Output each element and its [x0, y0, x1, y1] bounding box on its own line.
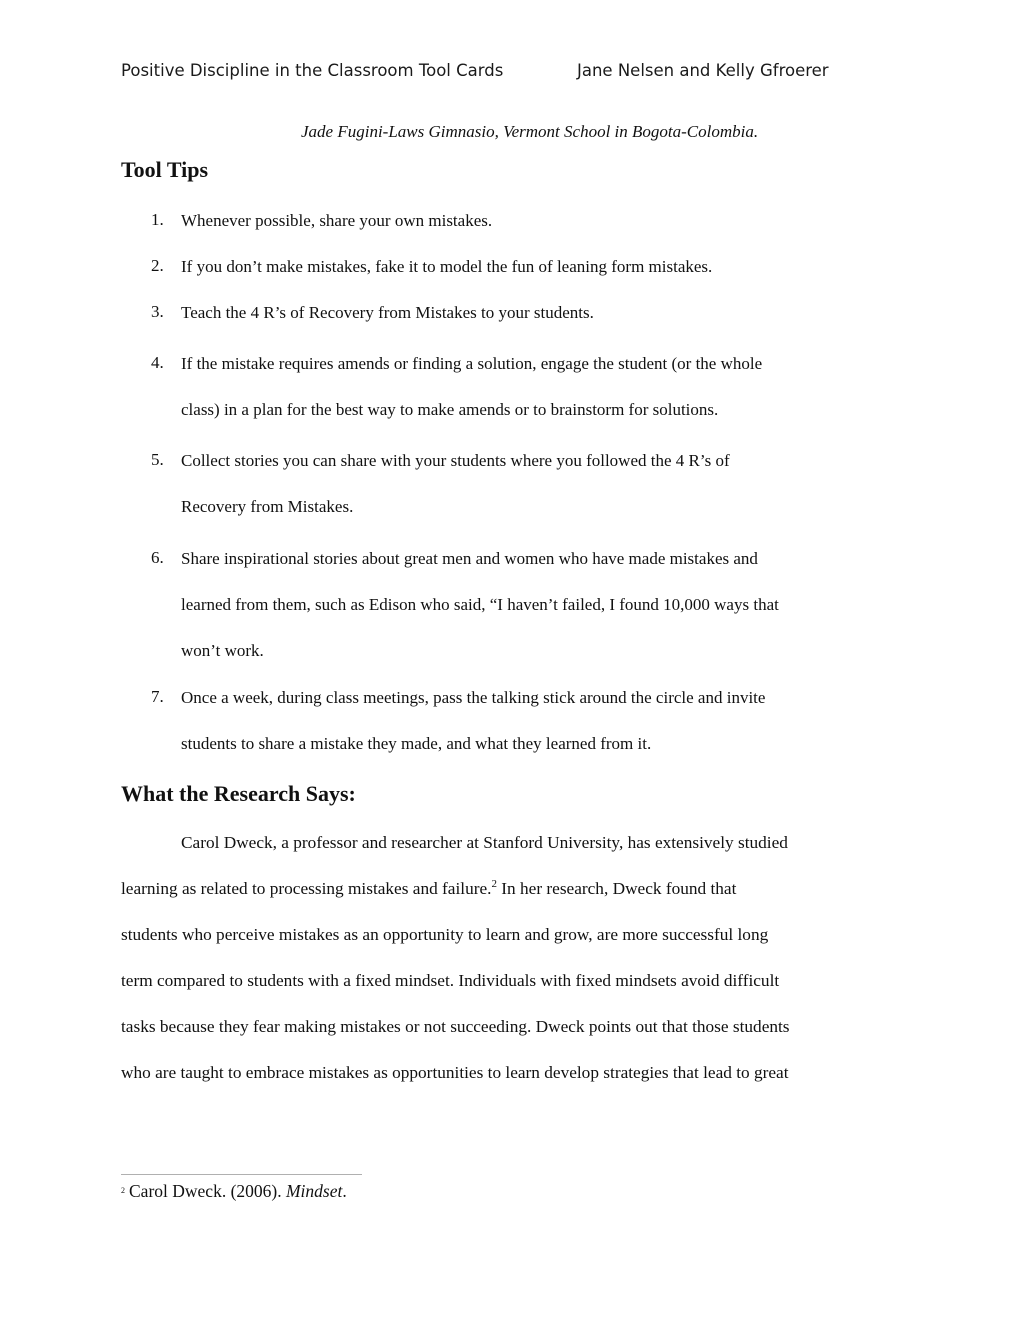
paragraph-line: term compared to students with a fixed mindset. Individuals with fixed mindsets avoid difficult: [121, 971, 780, 990]
paragraph-text: In her research, Dweck found that: [496, 879, 737, 898]
tool-tip-line: Recovery from Mistakes.: [181, 497, 354, 516]
footnote: [121, 1181, 347, 1202]
footnote-mark: 2: [121, 1186, 125, 1195]
paragraph-line: tasks because they fear making mistakes or not succeeding. Dweck points out that those students: [121, 1017, 790, 1036]
tool-tip-line: Teach the 4 R’s of Recovery from Mistakes to your students.: [181, 303, 594, 322]
tool-tip-text: [181, 256, 901, 290]
tool-tip-text: [181, 548, 901, 674]
tool-tip-text: [181, 353, 901, 433]
tool-tip-number: 2.: [151, 256, 164, 275]
footnote-title: Mindset: [285, 1181, 343, 1201]
tool-tip-line: students to share a mistake they made, and what they learned from it.: [181, 734, 652, 753]
tool-tip-line: Collect stories you can share with your students where you followed the 4 R’s of: [181, 451, 730, 470]
tool-tip-line: If you don’t make mistakes, fake it to model the fun of leaning form mistakes.: [181, 257, 713, 276]
tool-tip-number: 1.: [151, 210, 164, 229]
tool-tips-heading: Tool Tips: [121, 157, 209, 182]
header-authors: Jane Nelsen and Kelly Gfroerer: [577, 61, 829, 80]
footnote-reference: 2: [491, 878, 497, 890]
paragraph-line: [121, 879, 736, 899]
tool-tip-text: [181, 687, 901, 767]
tool-tip-text: [181, 450, 901, 530]
tool-tip-number: 6.: [151, 548, 164, 567]
tool-tip-line: learned from them, such as Edison who said, “I haven’t failed, I found 10,000 ways that: [181, 595, 779, 614]
tool-tip-text: [181, 210, 901, 244]
paragraph-line: students who perceive mistakes as an opportunity to learn and grow, are more successful long: [121, 925, 769, 944]
tool-tip-number: 3.: [151, 302, 164, 321]
tool-tip-line: Share inspirational stories about great men and women who have made mistakes and: [181, 549, 758, 568]
footnote-text: Carol Dweck. (2006).: [129, 1181, 286, 1201]
research-heading: What the Research Says:: [121, 781, 356, 806]
paragraph-text: learning as related to processing mistakes and failure.: [121, 879, 492, 898]
tool-tip-number: 4.: [151, 353, 164, 372]
header-title: Positive Discipline in the Classroom Tool Cards: [121, 61, 504, 80]
paragraph-line: who are taught to embrace mistakes as opportunities to learn develop strategies that lead to great: [121, 1063, 789, 1082]
tool-tip-line: Once a week, during class meetings, pass the talking stick around the circle and invite: [181, 688, 766, 707]
tool-tip-number: 7.: [151, 687, 164, 706]
footnote-divider: [121, 1174, 362, 1175]
footnote-end: .: [342, 1181, 347, 1201]
tool-tip-line: won’t work.: [181, 641, 264, 660]
tool-tip-line: class) in a plan for the best way to make amends or to brainstorm for solutions.: [181, 400, 719, 419]
tool-tip-number: 5.: [151, 450, 164, 469]
tool-tip-line: If the mistake requires amends or finding a solution, engage the student (or the whole: [181, 354, 763, 373]
tool-tip-text: [181, 302, 901, 336]
paragraph-line: Carol Dweck, a professor and researcher at Stanford University, has extensively studied: [181, 833, 788, 852]
byline: Jade Fugini-Laws Gimnasio, Vermont School in Bogota-Colombia.: [301, 122, 759, 141]
tool-tip-line: Whenever possible, share your own mistakes.: [181, 211, 493, 230]
